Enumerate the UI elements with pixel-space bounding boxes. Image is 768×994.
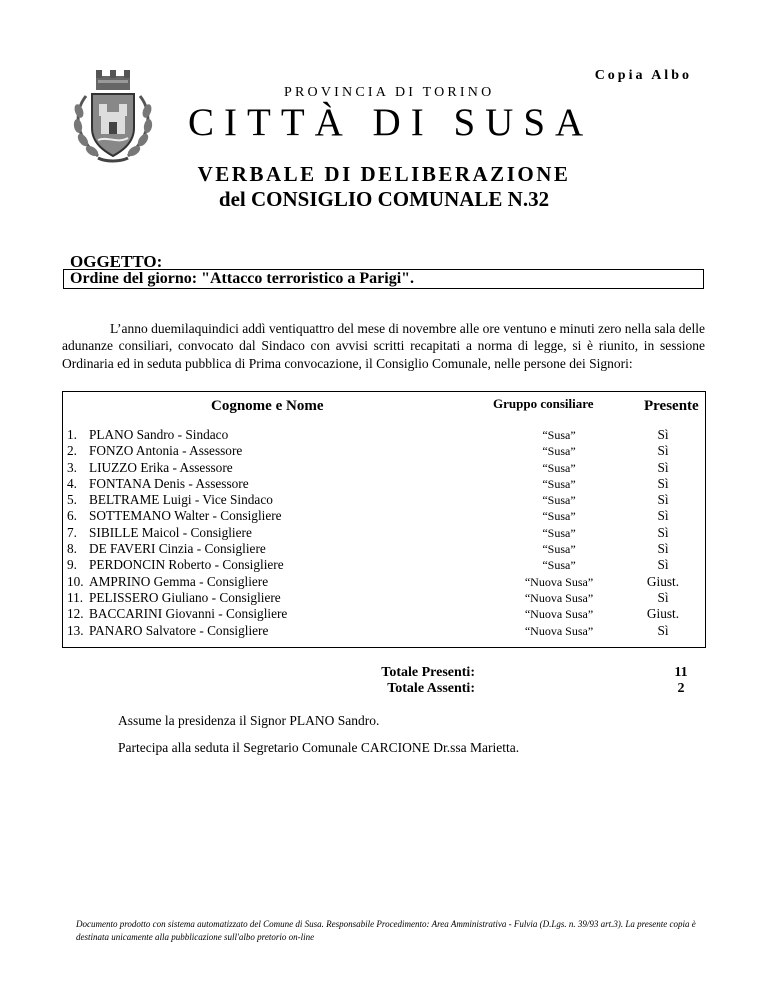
members-table [62,391,706,648]
member-presence: Sì [657,557,669,573]
coat-of-arms-crest-icon [68,66,158,166]
member-group: “Susa” [542,558,576,573]
member-number: 11. [67,589,84,605]
member-group: “Nuova Susa” [524,607,594,622]
member-group: “Nuova Susa” [524,590,594,605]
member-name: BELTRAME Luigi - Vice Sindaco [89,492,273,508]
totale-assenti-value: 2 [677,681,685,696]
header-presente: Presente [644,398,699,414]
member-presence: Sì [657,492,669,508]
member-number: 10. [67,573,84,589]
member-number: 6. [67,508,77,524]
table-row [63,443,703,459]
member-name: PERDONCIN Roberto - Consigliere [89,557,284,573]
member-name: SIBILLE Maicol - Consigliere [89,524,252,540]
member-number: 13. [67,622,84,638]
table-row [63,623,703,639]
member-number: 9. [67,557,77,573]
table-row [63,606,703,622]
member-group: “Nuova Susa” [524,623,594,638]
member-presence: Sì [657,459,669,475]
member-group: “Susa” [542,493,576,508]
member-group: “Susa” [542,525,576,540]
oggetto-text: Ordine del giorno: "Attacco terroristico a Parigi". [70,270,415,287]
table-row [63,557,703,573]
presidenza-text: Assume la presidenza il Signor PLANO Sandro. [118,713,380,728]
member-number: 8. [67,541,77,557]
oggetto-box [63,269,704,289]
oggetto-label: OGGETTO: [70,252,163,271]
member-name: SOTTEMANO Walter - Consigliere [89,508,282,524]
document-title: VERBALE DI DELIBERAZIONE [197,162,571,186]
member-presence: Sì [657,589,669,605]
member-presence: Giust. [646,606,680,622]
totale-assenti-label: Totale Assenti: [387,681,475,696]
intro-paragraph [62,320,705,372]
member-name: LIUZZO Erika - Assessore [89,459,233,475]
segretario-text: Partecipa alla seduta il Segretario Comunale CARCIONE Dr.ssa Marietta. [118,740,520,755]
member-group: “Susa” [542,460,576,475]
member-group: “Susa” [542,444,576,459]
member-name: PELISSERO Giuliano - Consigliere [89,589,281,605]
table-row [63,574,703,590]
member-name: BACCARINI Giovanni - Consigliere [89,606,288,622]
member-group: “Nuova Susa” [524,574,594,589]
member-name: AMPRINO Gemma - Consigliere [89,573,269,589]
member-number: 4. [67,475,77,491]
member-name: FONZO Antonia - Assessore [89,443,243,459]
member-number: 2. [67,443,77,459]
intro-text: L’anno duemilaquindici addì ventiquattro del mese di novembre alle ore ventuno e minuti zero nella sala delle adunanze consiliari, convocato dal Sindaco con avvisi scritti recapitati a norma di legge, si è riunito, in sessione Ordinaria ed in seduta pubblica di Prima convocazione, il Consiglio Comunale, nelle persone dei Signori: [62,321,705,371]
member-presence: Sì [657,475,669,491]
city-name-heading: CITTÀ DI SUSA [188,101,594,144]
member-number: 12. [67,606,84,622]
totale-presenti-label: Totale Presenti: [381,665,475,680]
member-presence: Sì [657,508,669,524]
member-name: DE FAVERI Cinzia - Consigliere [89,541,266,557]
table-row [63,492,703,508]
member-presence: Sì [657,622,669,638]
table-row [63,525,703,541]
table-row [63,590,703,606]
table-row [63,476,703,492]
totale-presenti-value: 11 [674,665,688,680]
member-presence: Sì [657,524,669,540]
table-row [63,541,703,557]
member-group: “Susa” [542,509,576,524]
member-name: FONTANA Denis - Assessore [89,475,249,491]
member-presence: Sì [657,443,669,459]
provincia-heading: PROVINCIA DI TORINO [284,85,495,100]
copia-albo-label: Copia Albo [594,68,692,83]
footer-note: Documento prodotto con sistema automatizzato del Comune di Susa. Responsabile Procedimento: Area Amministrativa - Fulvia (D.Lgs. n. 39/93 art.3). La presente copia è destinata unicamente alla pubblicazione sull'albo pretorio on-line [76,919,696,942]
table-row [63,508,703,524]
member-number: 7. [67,524,77,540]
member-name: PLANO Sandro - Sindaco [89,427,229,442]
member-presence: Sì [657,541,669,557]
member-group: “Susa” [542,542,576,557]
member-number: 1. [67,427,77,442]
members-list [63,427,703,639]
member-presence: Sì [657,427,669,442]
document-subtitle: del CONSIGLIO COMUNALE N.32 [218,187,550,211]
member-presence: Giust. [646,573,680,589]
table-row [63,460,703,476]
member-group: “Susa” [542,428,576,442]
member-number: 5. [67,492,77,508]
member-name: PANARO Salvatore - Consigliere [89,622,269,638]
table-row [63,427,703,443]
header-gruppo-consiliare: Gruppo consiliare [493,396,594,411]
header-cognome-nome: Cognome e Nome [211,398,324,414]
member-number: 3. [67,459,77,475]
member-group: “Susa” [542,476,576,491]
